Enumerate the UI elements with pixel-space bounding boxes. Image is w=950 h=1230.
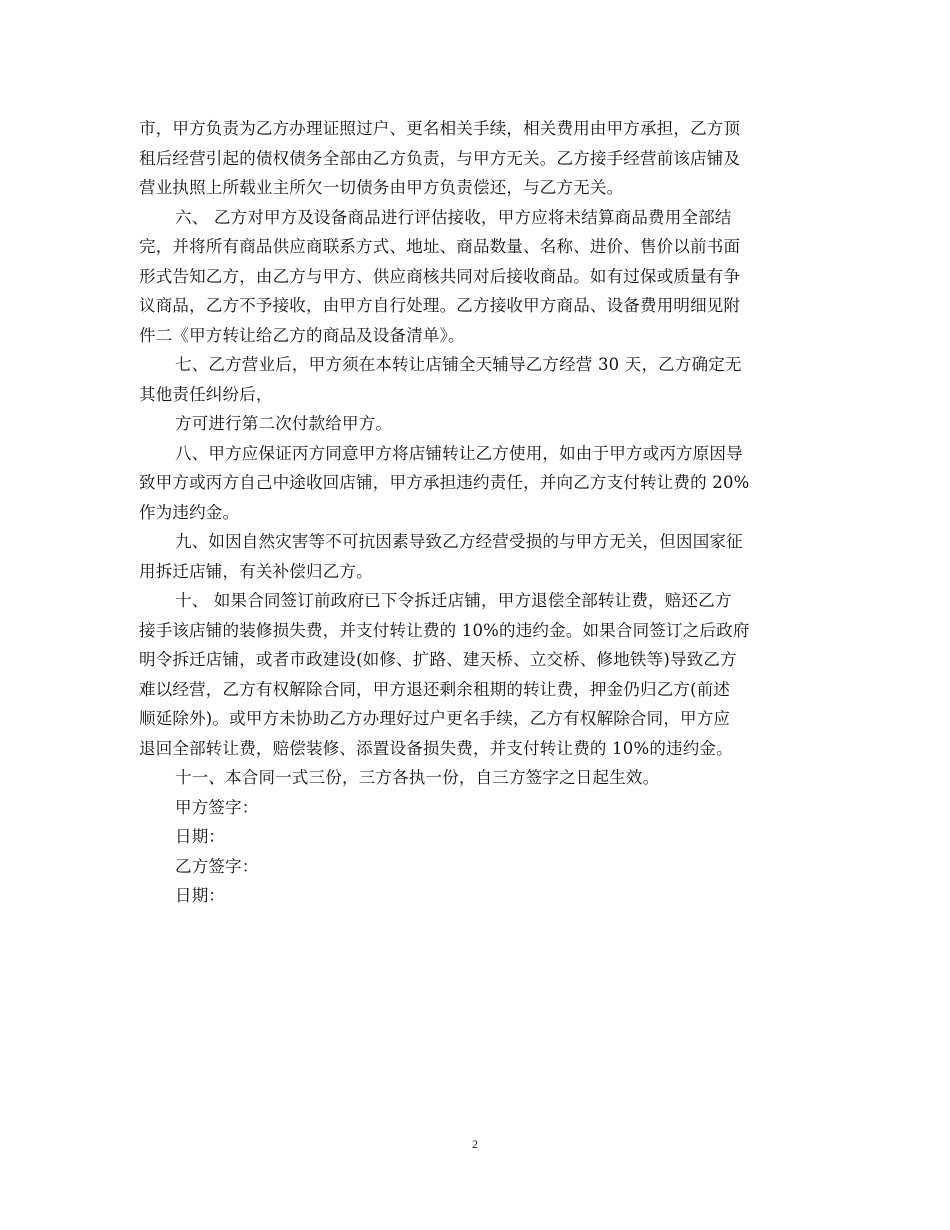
text-line: 日期： [175, 827, 226, 846]
text-line: 七、乙方营业后，甲方须在本转让店铺全天辅导乙方经营 30 天，乙方确定无 [175, 355, 742, 374]
text-line: 退回全部转让费，赔偿装修、添置设备损失费，并支付转让费的 10%的违约金。 [139, 738, 733, 758]
text-line: 八、甲方应保证丙方同意甲方将店铺转让乙方使用，如由于甲方或丙方原因导 [175, 443, 743, 463]
text-line: 明令拆迁店铺，或者市政建设(如修、扩路、建天桥、立交桥、修地铁等)导致乙方 [139, 650, 737, 669]
text-line: 完，并将所有商品供应商联系方式、地址、商品数量、名称、进价、售价以前书面 [139, 237, 741, 256]
text-line: 租后经营引起的债权债务全部由乙方负责，与甲方无关。乙方接手经营前该店铺及 [139, 148, 741, 168]
text-line: 作为违约金。 [139, 502, 240, 522]
text-line: 致甲方或丙方自己中途收回店铺，甲方承担违约责任，并向乙方支付转让费的 20% [139, 473, 750, 492]
text-line: 六、 乙方对甲方及设备商品进行评估接收，甲方应将未结算商品费用全部结 [175, 207, 732, 227]
text-line: 用拆迁店铺，有关补偿归乙方。 [139, 561, 373, 581]
text-line: 接手该店铺的装修损失费，并支付转让费的 10%的违约金。如果合同签订之后政府 [139, 620, 750, 640]
text-line: 市，甲方负责为乙方办理证照过户、更名相关手续，相关费用由甲方承担，乙方顶 [139, 119, 741, 138]
text-line: 议商品，乙方不予接收，由甲方自行处理。乙方接收甲方商品、设备费用明细见附 [139, 296, 741, 315]
text-line: 难以经营，乙方有权解除合同，甲方退还剩余租期的转让费，押金仍归乙方(前述 [139, 679, 731, 699]
text-line: 顺延除外)。或甲方未协助乙方办理好过户更名手续，乙方有权解除合同，甲方应 [139, 709, 731, 728]
text-line: 九、如因自然灾害等不可抗因素导致乙方经营受损的与甲方无关，但因国家征 [175, 532, 743, 551]
text-line: 营业执照上所载业主所欠一切债务由甲方负责偿还，与乙方无关。 [139, 178, 624, 197]
text-line: 其他责任纠纷后， [139, 384, 273, 404]
page-number: 2 [472, 1137, 478, 1151]
text-line: 十一、本合同一式三份，三方各执一份，自三方签字之日起生效。 [175, 768, 660, 787]
text-line: 件二《甲方转让给乙方的商品及设备清单》。 [139, 325, 465, 345]
text-line: 十、 如果合同签订前政府已下令拆迁店铺，甲方退偿全部转让费，赔还乙方 [175, 591, 732, 610]
text-line: 方可进行第二次付款给甲方。 [175, 414, 393, 433]
text-line: 乙方签字： [175, 856, 259, 876]
text-line: 形式告知乙方，由乙方与甲方、供应商核共同对后接收商品。如有过保或质量有争 [139, 266, 741, 286]
text-line: 甲方签字： [175, 797, 259, 817]
text-line: 日期： [175, 886, 226, 905]
document-body [139, 114, 811, 911]
